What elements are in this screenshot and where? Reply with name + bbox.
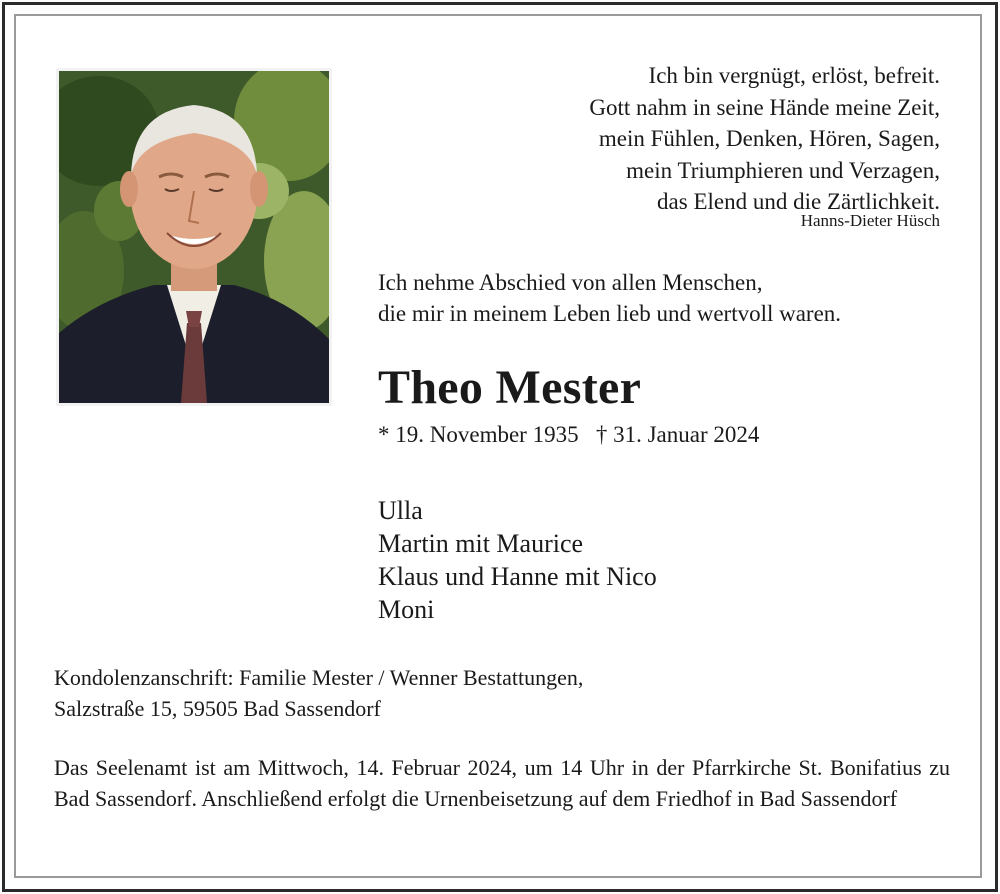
poem-line: Ich bin vergnügt, erlöst, befreit. — [648, 63, 940, 88]
portrait-photo — [56, 68, 332, 406]
life-dates — [378, 422, 759, 448]
farewell-text — [378, 267, 841, 329]
condolence-address — [54, 662, 583, 724]
deceased-name: Theo Mester — [378, 361, 642, 414]
family-member: Ulla — [378, 496, 423, 525]
farewell-line: Ich nehme Abschied von allen Menschen, — [378, 270, 763, 295]
farewell-line: die mir in meinem Leben lieb und wertvoll waren. — [378, 301, 842, 326]
birth-date: * 19. November 1935 — [378, 422, 579, 447]
poem — [589, 60, 940, 218]
poem-line: Gott nahm in seine Hände meine Zeit, — [589, 94, 940, 120]
family-member: Klaus und Hanne mit Nico — [378, 562, 657, 591]
condolence-line: Salzstraße 15, 59505 Bad Sassendorf — [54, 696, 381, 721]
mass-announcement: Das Seelenamt ist am Mittwoch, 14. Februar 2024, um 14 Uhr in der Pfarrkirche St. Bonifatius zu Bad Sassendorf. Anschließend erfolgt die Urnenbeisetzung auf dem Friedhof in Bad Sassendorf — [54, 755, 950, 811]
family-member: Moni — [378, 595, 435, 624]
poem-line: mein Triumphieren und Verzagen, — [626, 157, 940, 183]
poem-line: mein Fühlen, Denken, Hören, Sagen, — [598, 126, 940, 151]
poem-line: das Elend und die Zärtlichkeit. — [657, 189, 940, 214]
poem-author: Hanns-Dieter Hüsch — [800, 211, 940, 230]
condolence-line: Kondolenzanschrift: Familie Mester / Wenner Bestattungen, — [54, 665, 584, 690]
family-member: Martin mit Maurice — [378, 529, 584, 558]
family-list — [378, 494, 657, 626]
death-date: † 31. Januar 2024 — [595, 422, 760, 447]
